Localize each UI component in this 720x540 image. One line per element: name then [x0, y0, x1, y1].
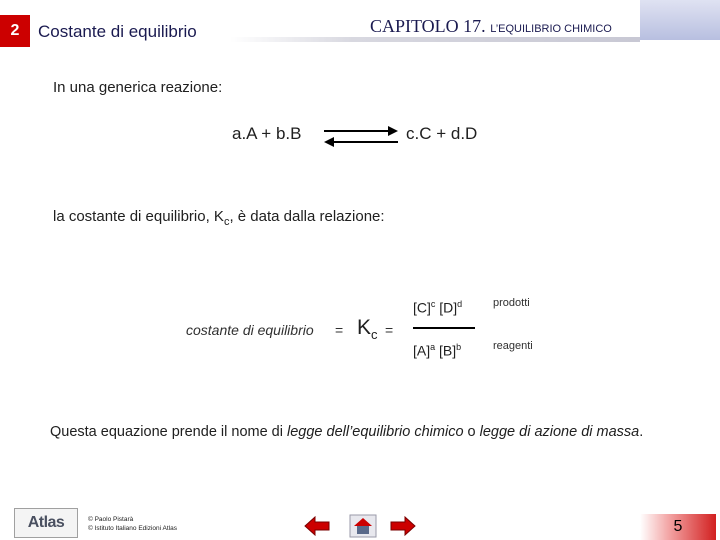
equilibrium-arrows-icon — [322, 122, 400, 150]
kc-symbol-sub: c — [371, 327, 378, 343]
reactants-label: reagenti — [493, 340, 533, 352]
exp-d: d — [457, 299, 463, 309]
law-text-3: . — [639, 424, 644, 440]
law-name-2: legge di azione di massa — [479, 424, 640, 440]
exp-b: b — [456, 342, 462, 352]
chapter-number-badge: 2 — [0, 15, 30, 47]
intro-text: In una generica reazione: — [53, 79, 223, 96]
law-text-1: Questa equazione prende il nome di — [50, 424, 287, 440]
fraction-line — [413, 327, 475, 329]
equals-sign-2: = — [385, 322, 394, 338]
exp-c: c — [430, 299, 436, 309]
kc-symbol-letter: K — [357, 316, 372, 339]
chapter-subtitle: L’EQUILIBRIO CHIMICO — [490, 23, 612, 35]
chapter-number-label: CAPITOLO 17. — [370, 16, 486, 36]
reaction-products: c.C + d.D — [406, 124, 478, 143]
left-arrow-icon — [304, 516, 330, 536]
fraction-denominator — [413, 342, 461, 359]
credit-author: © Paolo Pistarà — [88, 516, 134, 523]
kc-symbol — [357, 316, 378, 342]
atlas-logo-text: Atlas — [27, 514, 65, 531]
conc-b: [B] — [439, 342, 457, 359]
header-corner-decoration — [640, 0, 720, 40]
law-name-1: legge dell’equilibrio chimico — [287, 424, 464, 440]
kc-intro-after: , è data dalla relazione: — [229, 208, 385, 225]
conc-a: [A] — [413, 342, 431, 359]
credit-publisher: © Istituto Italiano Edizioni Atlas — [88, 525, 177, 532]
law-paragraph — [50, 422, 666, 443]
law-text-2: o — [463, 424, 480, 440]
conc-d: [D] — [439, 299, 458, 316]
fraction-numerator — [413, 299, 462, 316]
header-divider — [230, 37, 640, 42]
kc-label: costante di equilibrio — [186, 322, 314, 338]
atlas-logo — [14, 508, 78, 538]
conc-c: [C] — [413, 299, 431, 316]
credits — [88, 515, 177, 533]
products-label: prodotti — [493, 297, 530, 309]
back-button[interactable] — [302, 514, 332, 538]
equals-sign: = — [335, 322, 344, 338]
chapter-label — [370, 16, 612, 37]
kc-intro-before: la costante di equilibrio, K — [53, 208, 224, 225]
right-arrow-icon — [390, 516, 416, 536]
forward-button[interactable] — [388, 514, 418, 538]
section-title: Costante di equilibrio — [38, 22, 197, 41]
home-button[interactable] — [348, 514, 378, 538]
page-number: 5 — [640, 514, 716, 540]
kc-intro-text — [53, 208, 385, 228]
reaction-reactants: a.A + b.B — [232, 124, 302, 143]
home-icon — [349, 514, 377, 538]
exp-a: a — [430, 342, 436, 352]
kc-intro-sub: c — [223, 216, 230, 228]
